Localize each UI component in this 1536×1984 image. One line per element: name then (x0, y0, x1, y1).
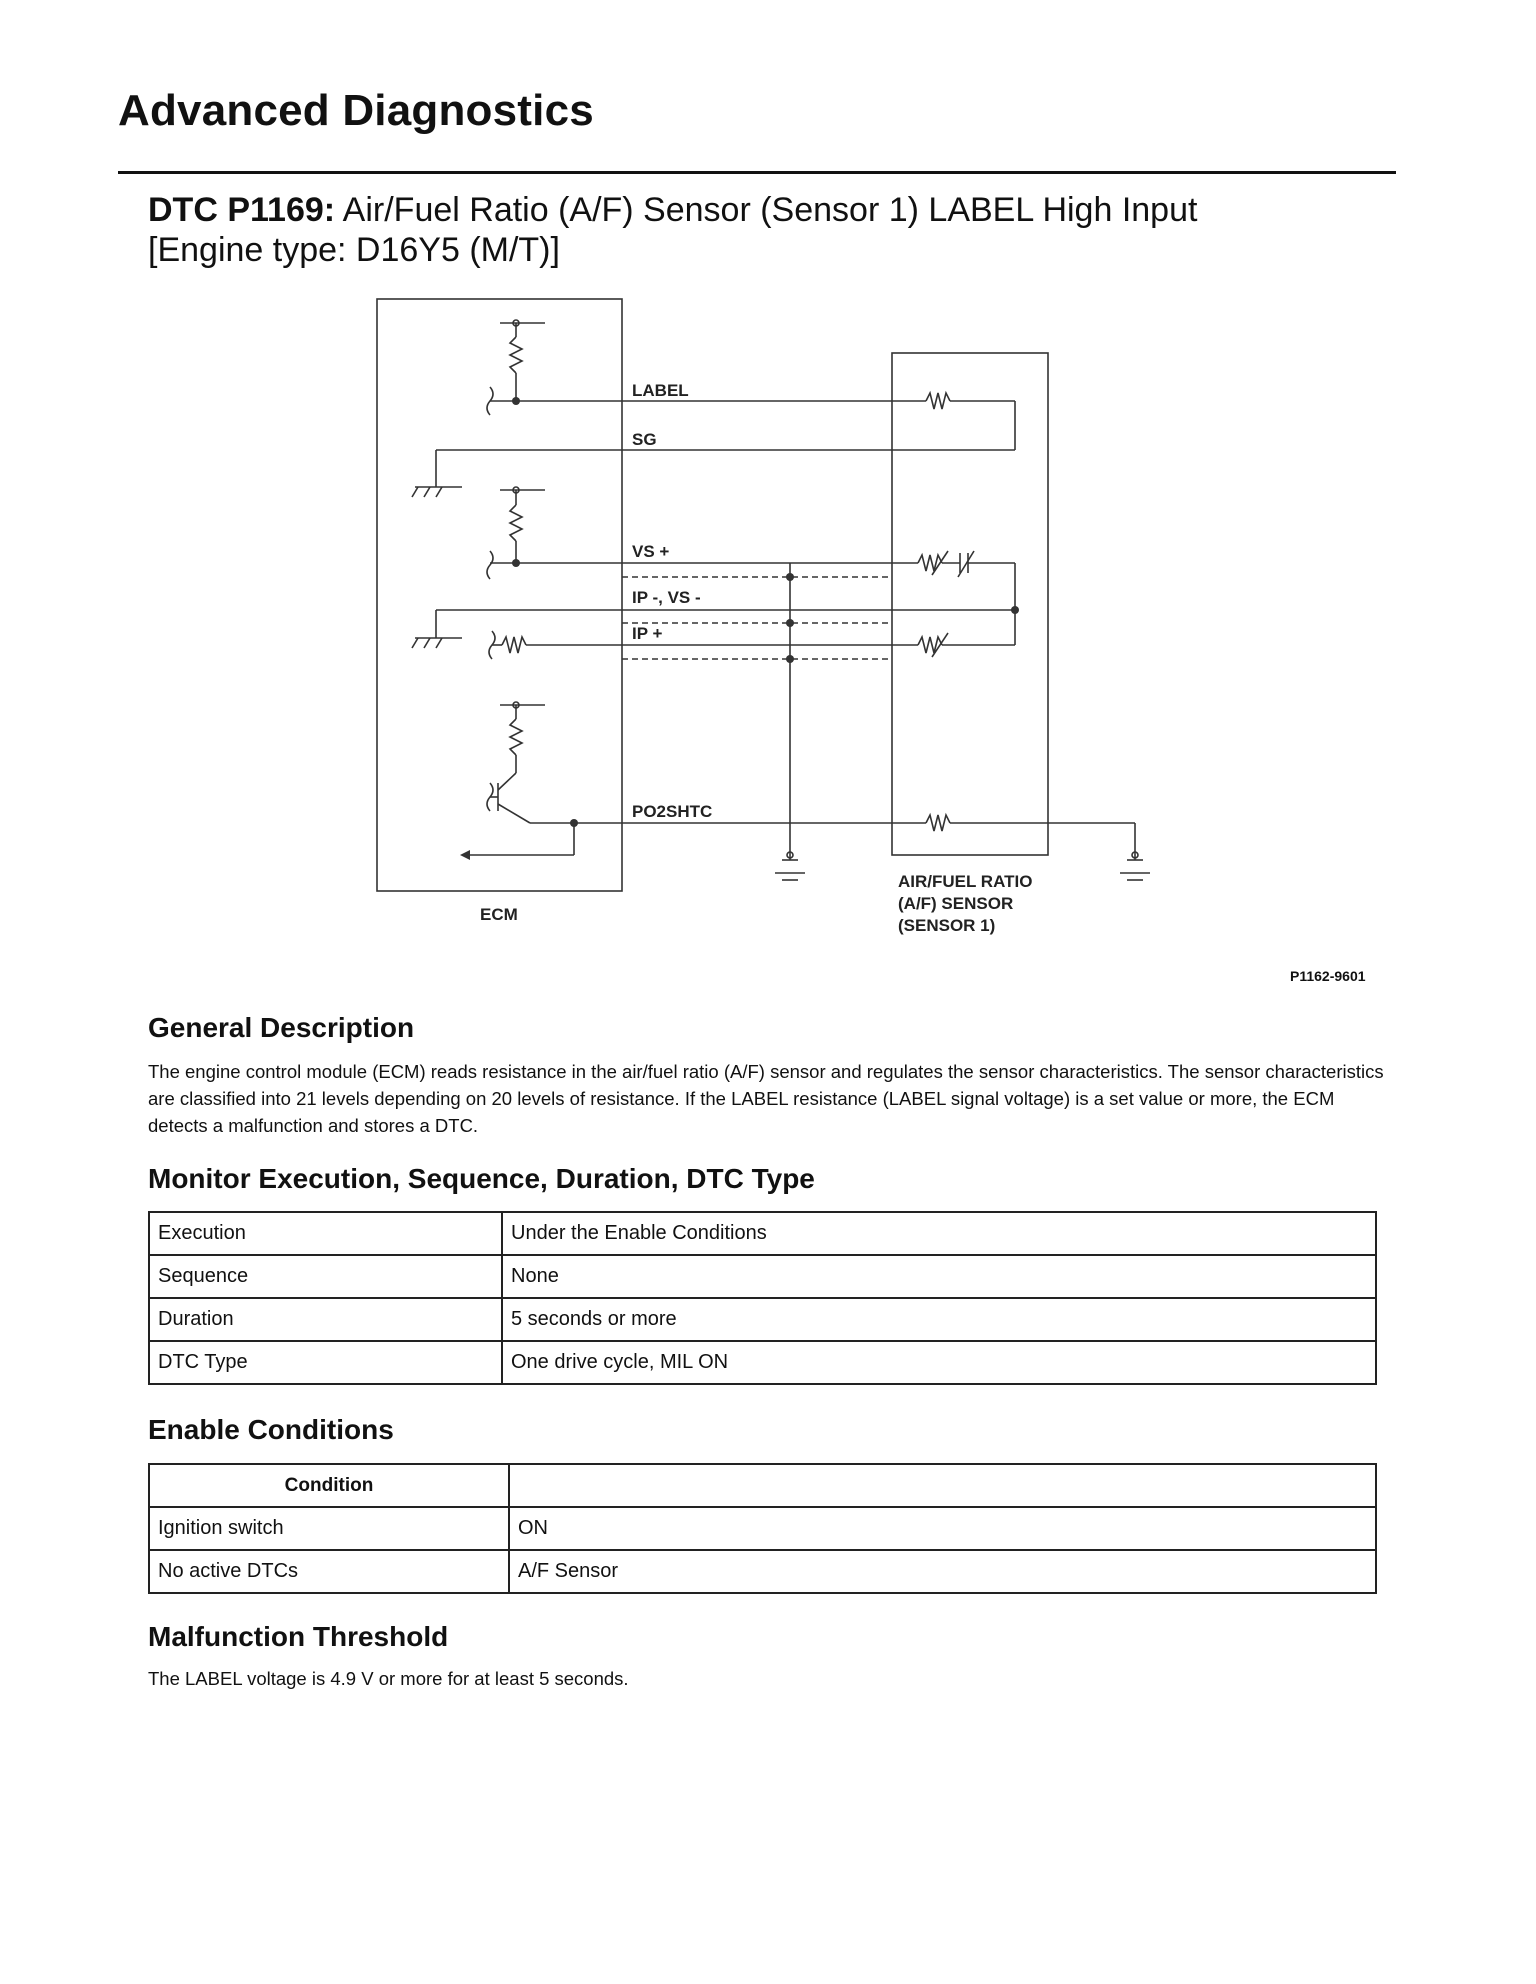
condition-label: No active DTCs (149, 1550, 509, 1593)
dtc-title (148, 190, 1388, 270)
monitor-value: One drive cycle, MIL ON (502, 1341, 1376, 1384)
malfunction-threshold-heading: Malfunction Threshold (148, 1621, 449, 1652)
table-header-row (149, 1464, 1376, 1507)
sensor-box (892, 353, 1048, 855)
dtc-description: Air/Fuel Ratio (A/F) Sensor (Sensor 1) LABEL High Input (342, 191, 1198, 229)
table-row (149, 1212, 1376, 1255)
condition-value: A/F Sensor (509, 1550, 1376, 1593)
sensor-label-line-1: AIR/FUEL RATIO (898, 872, 1033, 891)
table-row (149, 1550, 1376, 1593)
wire-label-ip-vs-minus: IP -, VS - (632, 588, 701, 607)
monitor-value: None (502, 1255, 1376, 1298)
condition-label: Ignition switch (149, 1507, 509, 1550)
table-row (149, 1507, 1376, 1550)
general-description-text: The engine control module (ECM) reads resistance in the air/fuel ratio (A/F) sensor and regulates the sensor characteristics. The sensor characteristics are classified into 21 levels depending on 20 levels of resistance. If the LABEL resistance (LABEL signal voltage) is a set value or more, the ECM detects a malfunction and stores a DTC. (148, 1061, 1384, 1136)
dtc-code: DTC P1169: (148, 191, 336, 229)
figure-id: P1162-9601 (1290, 968, 1366, 984)
malfunction-threshold-text: The LABEL voltage is 4.9 V or more for at least 5 seconds. (148, 1668, 629, 1689)
wire-label-po2shtc: PO2SHTC (632, 802, 713, 821)
dtc-engine-type: [Engine type: D16Y5 (M/T)] (148, 231, 560, 269)
monitor-label: Sequence (149, 1255, 502, 1298)
condition-header: Condition (149, 1464, 509, 1507)
table-row (149, 1341, 1376, 1384)
monitor-value: 5 seconds or more (502, 1298, 1376, 1341)
value-header (509, 1464, 1376, 1507)
sensor-label-line-3: (SENSOR 1) (898, 916, 996, 935)
title-divider (118, 171, 1396, 174)
wiring-diagram (370, 295, 1170, 955)
wire-label-sg: SG (632, 430, 657, 449)
ecm-box (377, 299, 622, 891)
general-description-heading: General Description (148, 1012, 415, 1043)
ecm-label: ECM (480, 905, 518, 924)
monitor-label: DTC Type (149, 1341, 502, 1384)
monitor-table (148, 1211, 1377, 1385)
monitor-label: Duration (149, 1298, 502, 1341)
table-row (149, 1255, 1376, 1298)
monitor-value: Under the Enable Conditions (502, 1212, 1376, 1255)
wire-label-vs-plus: VS + (632, 542, 670, 561)
wire-label-ip-plus: IP + (632, 624, 663, 643)
sensor-label-line-2: (A/F) SENSOR (898, 894, 1014, 913)
monitor-heading: Monitor Execution, Sequence, Duration, DTC Type (148, 1163, 815, 1194)
condition-value: ON (509, 1507, 1376, 1550)
table-row (149, 1298, 1376, 1341)
wire-label-label: LABEL (632, 381, 689, 400)
enable-conditions-table (148, 1463, 1377, 1594)
enable-conditions-heading: Enable Conditions (148, 1414, 394, 1445)
page-title: Advanced Diagnostics (118, 86, 594, 135)
monitor-label: Execution (149, 1212, 502, 1255)
